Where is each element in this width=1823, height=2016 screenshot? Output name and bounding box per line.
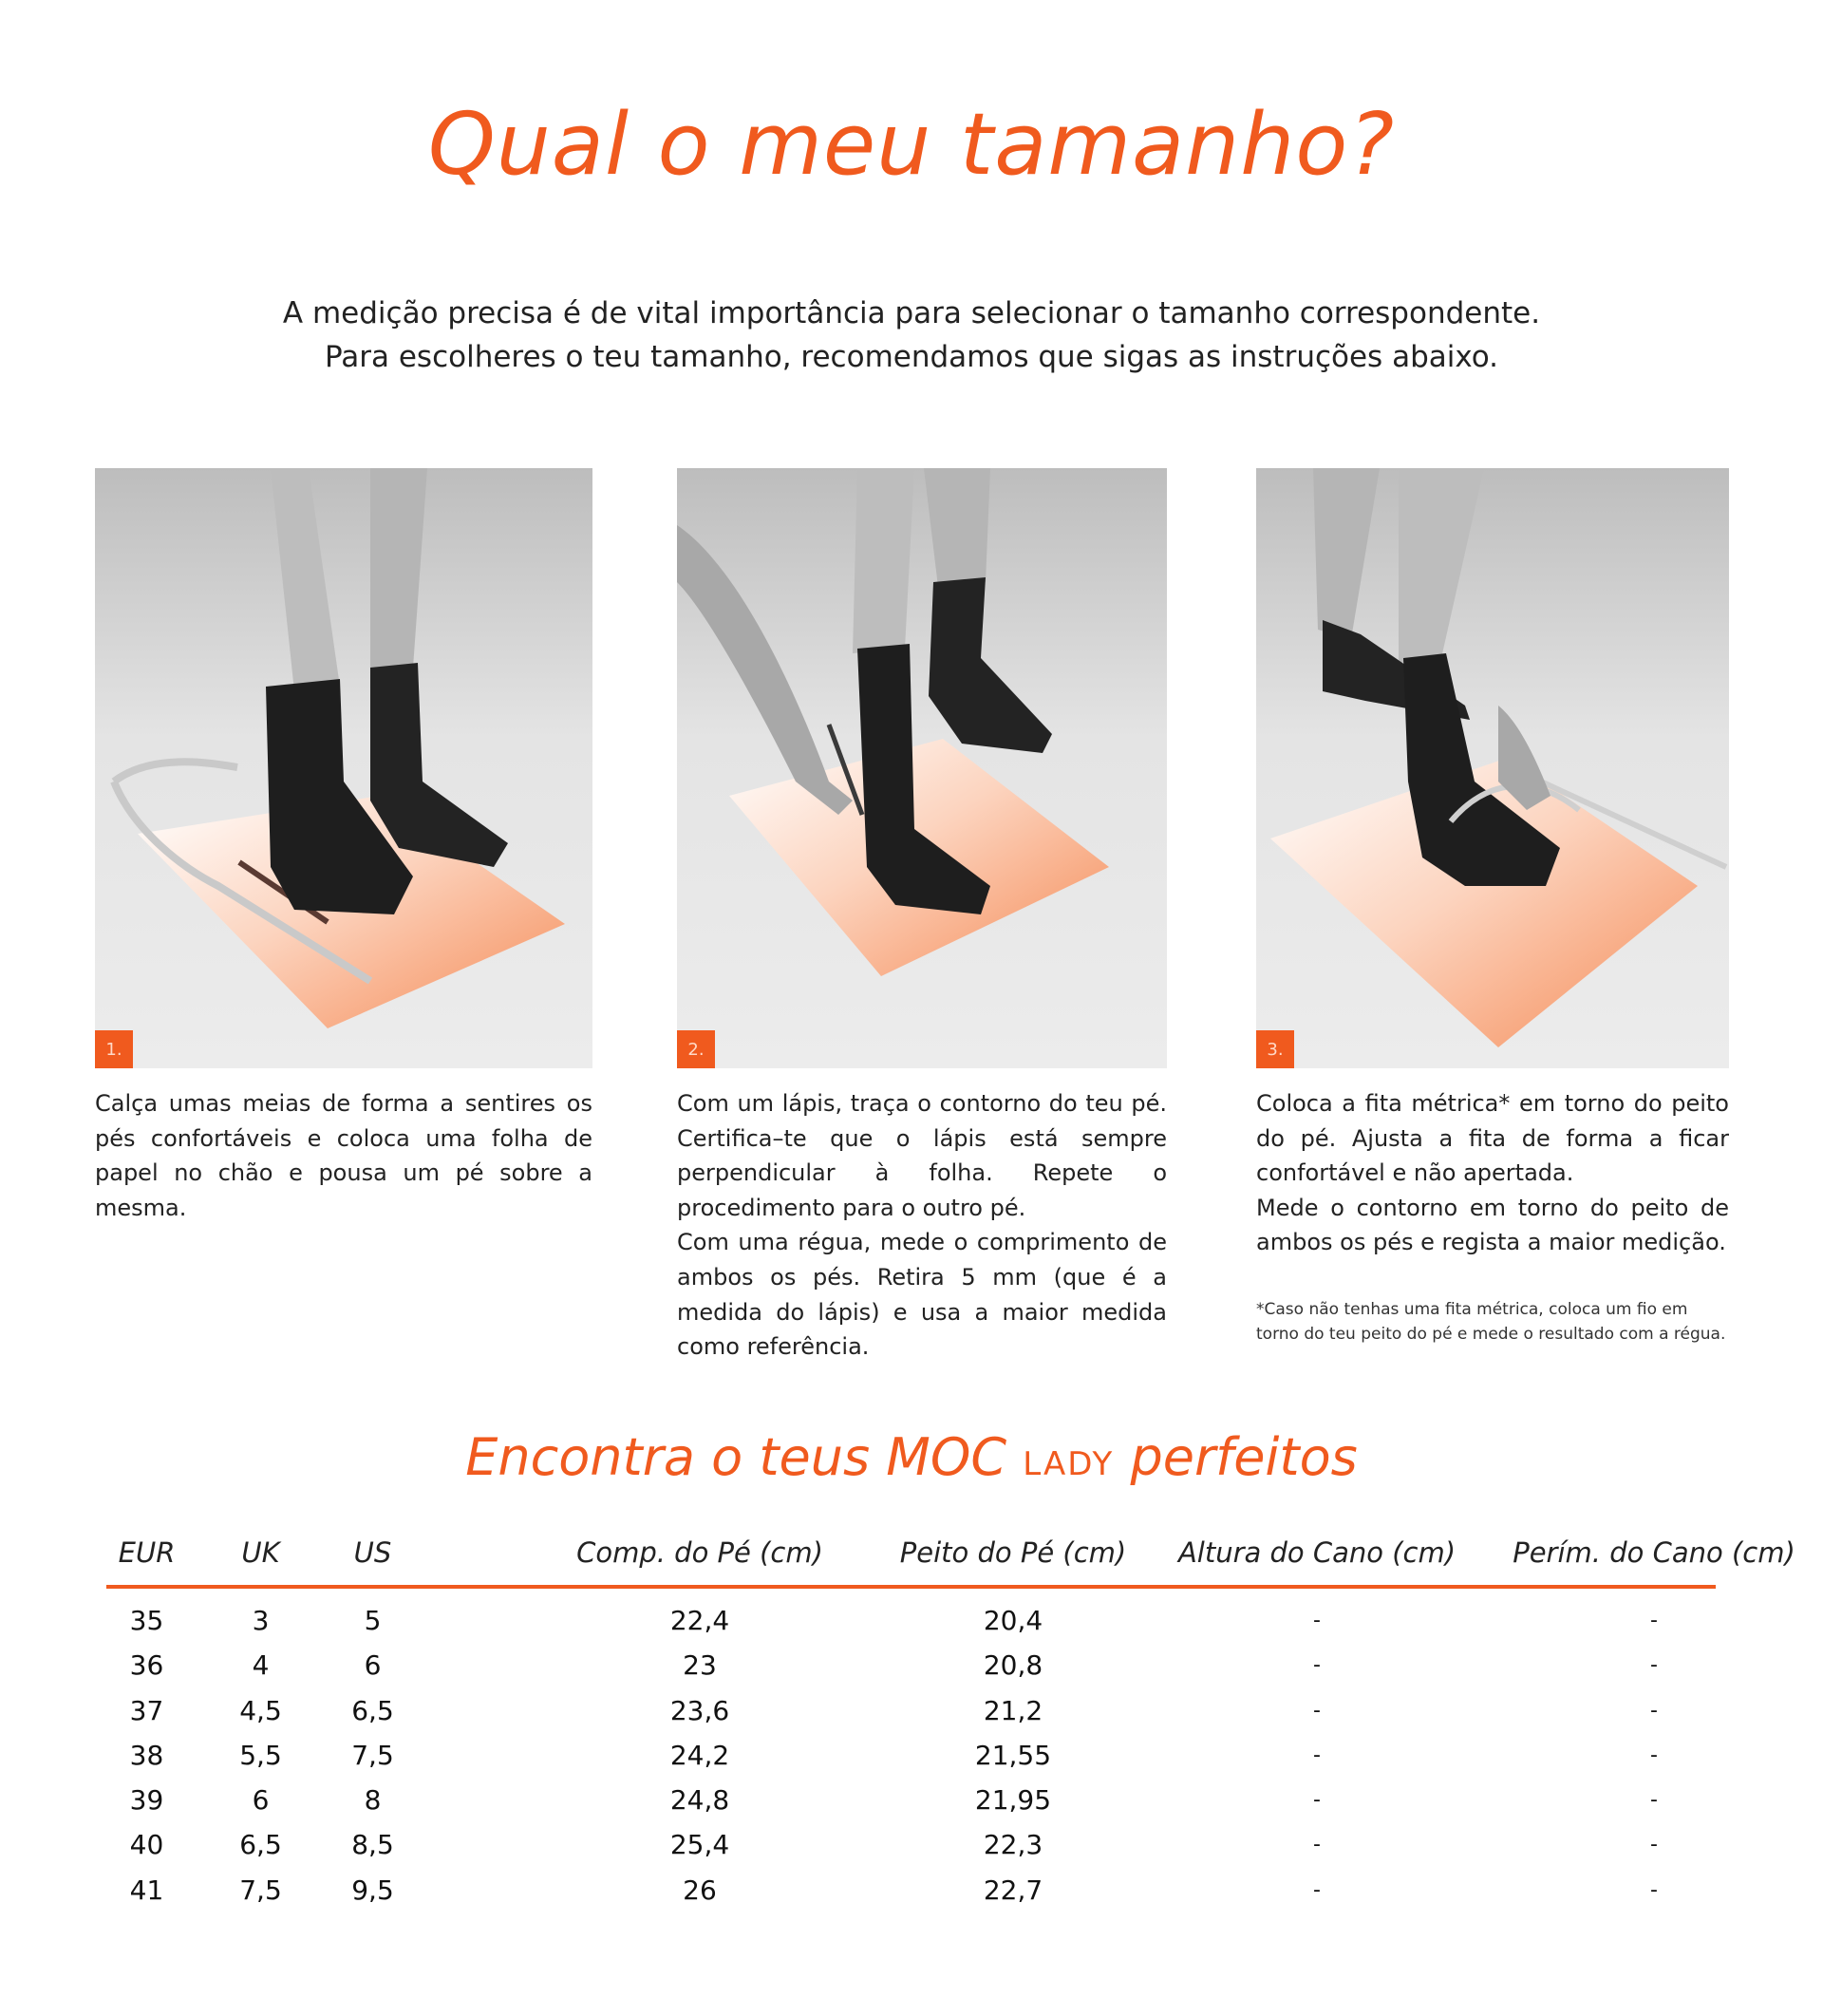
- cell-us: 8,5: [351, 1829, 394, 1861]
- cell-eur: 36: [129, 1649, 164, 1682]
- step-3-paragraph-2: Mede o contorno em torno do peito de ambos os pés e regista a maior medição.: [1256, 1194, 1729, 1256]
- cell-foot-length: 22,4: [669, 1605, 730, 1636]
- cell-foot-length: 26: [683, 1874, 717, 1906]
- table-row: [106, 1778, 1716, 1822]
- cell-us: 9,5: [351, 1874, 394, 1906]
- header-shaft-circumference: Perím. do Cano (cm): [1513, 1536, 1795, 1569]
- table-title-lady: LADY: [1023, 1445, 1115, 1483]
- table-row: [106, 1868, 1716, 1912]
- cell-shaft-circumference: -: [1650, 1743, 1658, 1767]
- table-row: [106, 1733, 1716, 1778]
- cell-instep: 21,95: [974, 1784, 1052, 1817]
- cell-instep: 20,4: [983, 1605, 1043, 1636]
- page-title: Qual o meu tamanho?: [427, 95, 1396, 195]
- cell-uk: 6: [252, 1784, 270, 1817]
- cell-instep: 22,7: [983, 1874, 1043, 1906]
- step-1-paragraph: Calça umas meias de forma a sentires os pés confortáveis e coloca uma folha de papel no chão e pousa um pé sobre a mesma.: [95, 1090, 592, 1221]
- step-3-badge: 3.: [1256, 1030, 1294, 1068]
- cell-eur: 38: [129, 1739, 164, 1771]
- intro-text: [0, 292, 1823, 379]
- cell-shaft-height: -: [1313, 1653, 1321, 1678]
- cell-shaft-circumference: -: [1650, 1833, 1658, 1857]
- cell-uk: 4,5: [239, 1694, 282, 1726]
- intro-line-1: A medição precisa é de vital importância para selecionar o tamanho correspondente.: [282, 296, 1541, 330]
- cell-foot-length: 24,2: [669, 1739, 730, 1771]
- cell-eur: 37: [129, 1694, 164, 1726]
- step-3-paragraph-1: Coloca a fita métrica* em torno do peito do pé. Ajusta a fita de forma a ficar confortável e não apertada.: [1256, 1090, 1729, 1187]
- step-2-photo: [677, 468, 1167, 1068]
- cell-shaft-height: -: [1313, 1788, 1321, 1813]
- cell-uk: 5,5: [239, 1739, 282, 1771]
- header-eur: EUR: [118, 1536, 176, 1569]
- cell-foot-length: 23: [683, 1649, 717, 1682]
- table-title-part-3: perfeitos: [1114, 1427, 1358, 1487]
- cell-us: 6,5: [351, 1694, 394, 1726]
- table-row: [106, 1598, 1716, 1643]
- header-shaft-height: Altura do Cano (cm): [1177, 1536, 1457, 1569]
- table-row: [106, 1822, 1716, 1867]
- cell-shaft-height: -: [1313, 1743, 1321, 1767]
- step-1-badge: 1.: [95, 1030, 133, 1068]
- table-body: [106, 1598, 1716, 1912]
- cell-shaft-circumference: -: [1650, 1788, 1658, 1813]
- footnote: *Caso não tenhas uma fita métrica, coloca um fio em torno do teu peito do pé e mede o resultado com a régua.: [1256, 1300, 1726, 1344]
- step-1-text: [95, 1086, 592, 1225]
- cell-shaft-circumference: -: [1650, 1877, 1658, 1902]
- cell-foot-length: 23,6: [669, 1694, 730, 1726]
- table-title: [0, 1427, 1823, 1487]
- cell-shaft-circumference: -: [1650, 1653, 1658, 1678]
- size-table: [106, 1526, 1795, 1912]
- cell-us: 8: [364, 1784, 382, 1817]
- cell-shaft-height: -: [1313, 1609, 1321, 1632]
- step-2-paragraph-2: Com uma régua, mede o comprimento de ambos os pés. Retira 5 mm (que é a medida do lápis) e usa a maior medida como referência.: [677, 1229, 1167, 1361]
- cell-us: 6: [364, 1649, 382, 1682]
- step-2-badge: 2.: [677, 1030, 715, 1068]
- cell-instep: 21,55: [974, 1739, 1052, 1771]
- cell-uk: 6,5: [239, 1829, 282, 1861]
- cell-shaft-circumference: -: [1650, 1609, 1658, 1632]
- header-us: US: [353, 1536, 392, 1569]
- cell-eur: 35: [129, 1605, 164, 1636]
- table-row: [106, 1688, 1716, 1733]
- cell-eur: 41: [129, 1874, 164, 1906]
- intro-line-2: Para escolheres o teu tamanho, recomendamos que sigas as instruções abaixo.: [324, 340, 1499, 374]
- cell-uk: 7,5: [239, 1874, 282, 1906]
- header-foot-length: Comp. do Pé (cm): [576, 1536, 823, 1569]
- cell-instep: 22,3: [983, 1829, 1043, 1861]
- cell-foot-length: 25,4: [669, 1829, 730, 1861]
- cell-foot-length: 24,8: [669, 1784, 730, 1817]
- cell-eur: 39: [129, 1784, 164, 1817]
- step-1-photo: [95, 468, 592, 1068]
- cell-uk: 3: [252, 1605, 270, 1636]
- cell-us: 5: [364, 1605, 382, 1636]
- step-2-text: [677, 1086, 1167, 1365]
- cell-eur: 40: [129, 1829, 164, 1861]
- header-uk: UK: [241, 1536, 280, 1569]
- cell-instep: 21,2: [983, 1694, 1043, 1726]
- cell-shaft-circumference: -: [1650, 1698, 1658, 1723]
- step-2-paragraph-1: Com um lápis, traça o contorno do teu pé. Certifica–te que o lápis está sempre perpendicular à folha. Repete o procedimento para o outro pé.: [677, 1090, 1167, 1221]
- table-header-row: [106, 1526, 1795, 1589]
- header-instep: Peito do Pé (cm): [899, 1536, 1127, 1569]
- table-title-part-1: Encontra o teus MOC: [465, 1427, 1024, 1487]
- cell-instep: 20,8: [983, 1649, 1043, 1682]
- step-3-photo: [1256, 468, 1729, 1068]
- table-row: [106, 1643, 1716, 1687]
- cell-shaft-height: -: [1313, 1698, 1321, 1723]
- step-3-text: [1256, 1086, 1729, 1260]
- cell-shaft-height: -: [1313, 1877, 1321, 1902]
- cell-shaft-height: -: [1313, 1833, 1321, 1857]
- cell-us: 7,5: [351, 1739, 394, 1771]
- cell-uk: 4: [252, 1649, 270, 1682]
